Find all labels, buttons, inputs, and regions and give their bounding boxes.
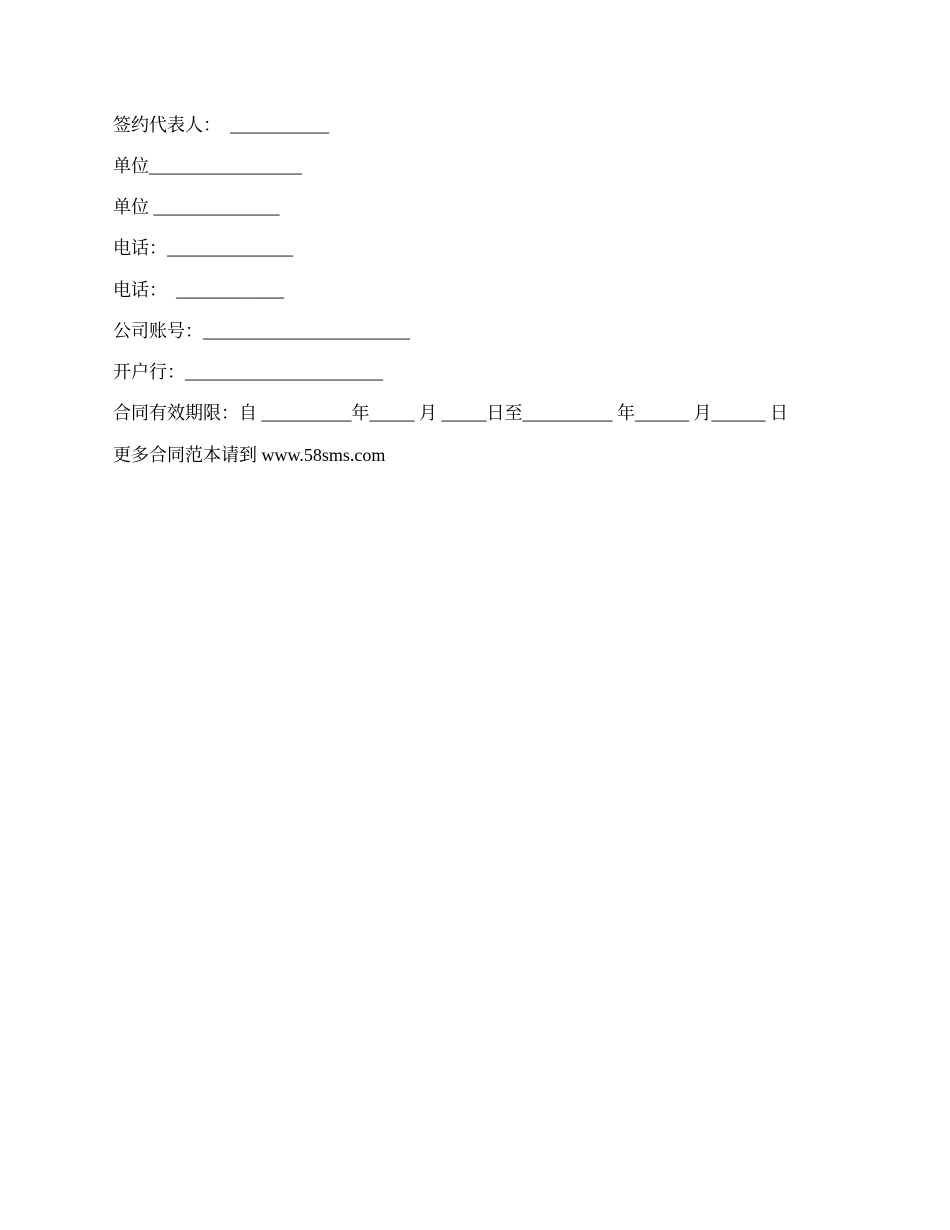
company-account-line: 公司账号：_______________________ — [113, 321, 410, 341]
more-templates-line: 更多合同范本请到 www.58sms.com — [113, 445, 386, 465]
phone-line-2: 电话： ____________ — [113, 280, 284, 300]
signing-representative-line: 签约代表人： ___________ — [113, 115, 329, 135]
bank-line: 开户行：______________________ — [113, 362, 383, 382]
phone-line-1: 电话：______________ — [113, 238, 293, 258]
contract-period-line: 合同有效期限：自 __________年_____ 月 _____日至__________ 年______ 月______ 日 — [113, 403, 788, 423]
unit-line-2: 单位 ______________ — [113, 197, 280, 217]
unit-line-1: 单位_________________ — [113, 156, 302, 176]
